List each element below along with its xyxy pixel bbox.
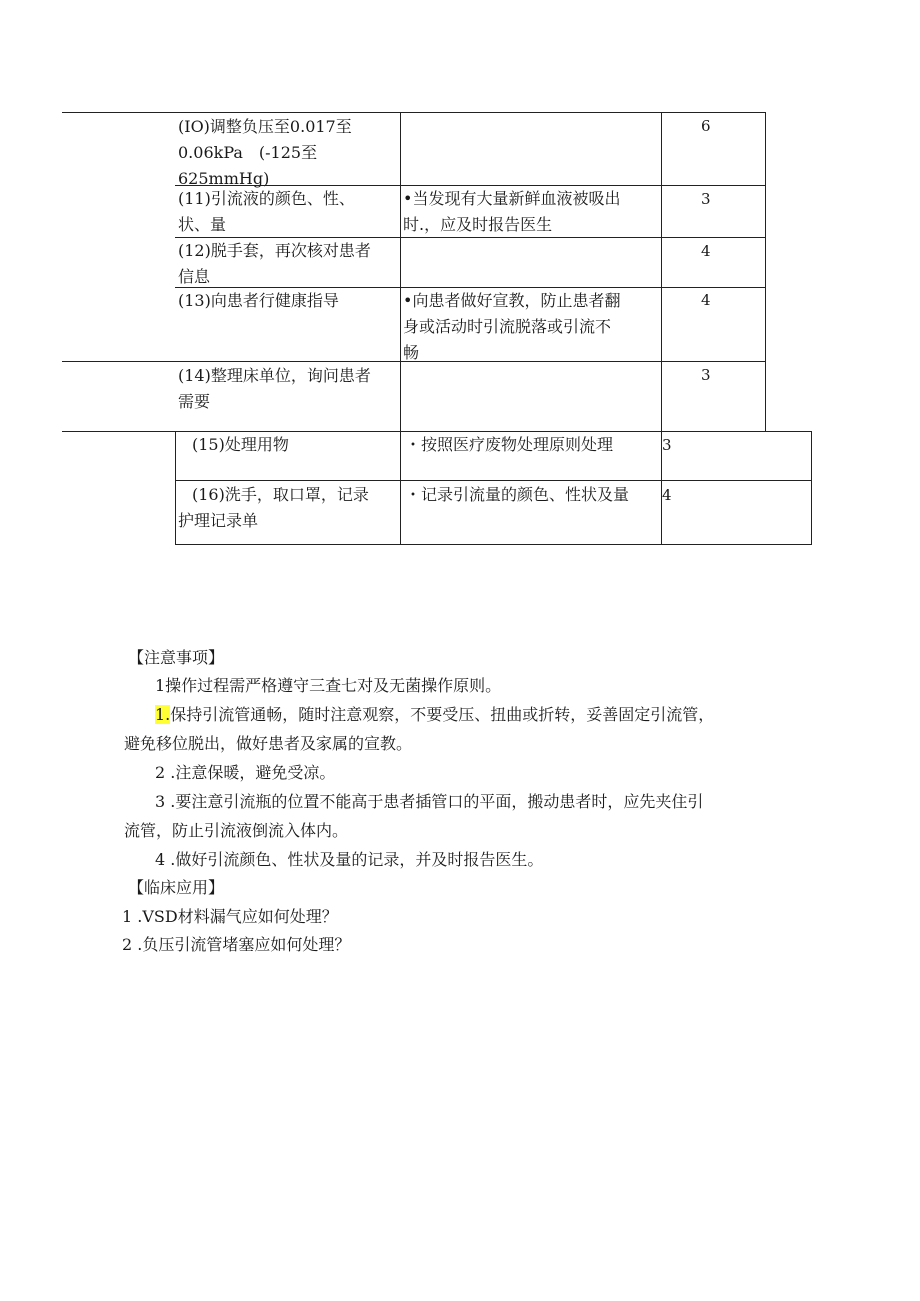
score-cell: 6 <box>701 117 711 135</box>
clinical-title: 【临床应用】 <box>128 878 225 897</box>
note-item: 3 .要注意引流瓶的位置不能高于患者插管口的平面，搬动患者时，应先夹住引 <box>155 792 704 811</box>
note-cell: •向患者做好宣教，防止患者翻 身或活动时引流脱落或引流不 畅 <box>403 291 621 362</box>
table-lower-right-border <box>811 431 812 545</box>
score-cell: 4 <box>701 242 711 260</box>
clinical-question: 2 .负压引流管堵塞应如何处理？ <box>122 935 351 954</box>
note-item: 2 .注意保暖，避免受凉。 <box>155 763 336 782</box>
step-cell: (11)引流液的颜色、性、 状、量 <box>178 189 355 234</box>
step-cell: (14)整理床单位，询问患者 需要 <box>178 366 371 411</box>
step-cell: (15)处理用物 <box>192 435 289 454</box>
table-lower-bottom-border <box>175 544 812 545</box>
score-cell: 3 <box>701 366 711 384</box>
note-item: 4 .做好引流颜色、性状及量的记录，并及时报告医生。 <box>155 850 544 869</box>
step-cell: (16)洗手，取口罩，记录 护理记录单 <box>178 485 369 530</box>
score-cell: 4 <box>701 291 711 309</box>
note-item: 1操作过程需严格遵守三查七对及无菌操作原则。 <box>155 676 502 695</box>
score-cell: 3 <box>662 436 672 454</box>
table-lower-col-divider <box>400 431 401 545</box>
table-upper-col-divider <box>661 112 662 432</box>
note-cell: ・记录引流量的颜色、性状及量 <box>405 485 630 504</box>
table-lower-row-divider <box>175 480 812 481</box>
note-item-continuation: 避免移位脱出，做好患者及家属的宣教。 <box>124 734 413 753</box>
table-upper-col-divider <box>400 112 401 432</box>
table-upper-right-border <box>765 112 766 432</box>
step-cell: (13)向患者行健康指导 <box>178 291 339 310</box>
highlighted-marker: 1. <box>155 705 171 724</box>
clinical-question: 1 .VSD材料漏气应如何处理？ <box>122 907 338 926</box>
note-cell: •当发现有大量新鲜血液被吸出 时.，应及时报告医生 <box>403 189 621 234</box>
notes-title: 【注意事项】 <box>128 648 225 667</box>
table-lower-left-border <box>175 431 176 545</box>
note-cell: ・按照医疗废物处理原则处理 <box>405 435 614 454</box>
note-item-continuation: 流管，防止引流液倒流入体内。 <box>124 821 349 840</box>
step-cell: (12)脱手套，再次核对患者 信息 <box>178 241 371 286</box>
score-cell: 3 <box>701 190 711 208</box>
note-item: 1.保持引流管通畅，随时注意观察，不要受压、扭曲或折转，妥善固定引流管， <box>155 705 715 724</box>
score-cell: 4 <box>662 486 672 504</box>
step-cell: (IO)调整负压至0.017至 0.06kPa (-125至 625mmHg) <box>178 117 352 188</box>
